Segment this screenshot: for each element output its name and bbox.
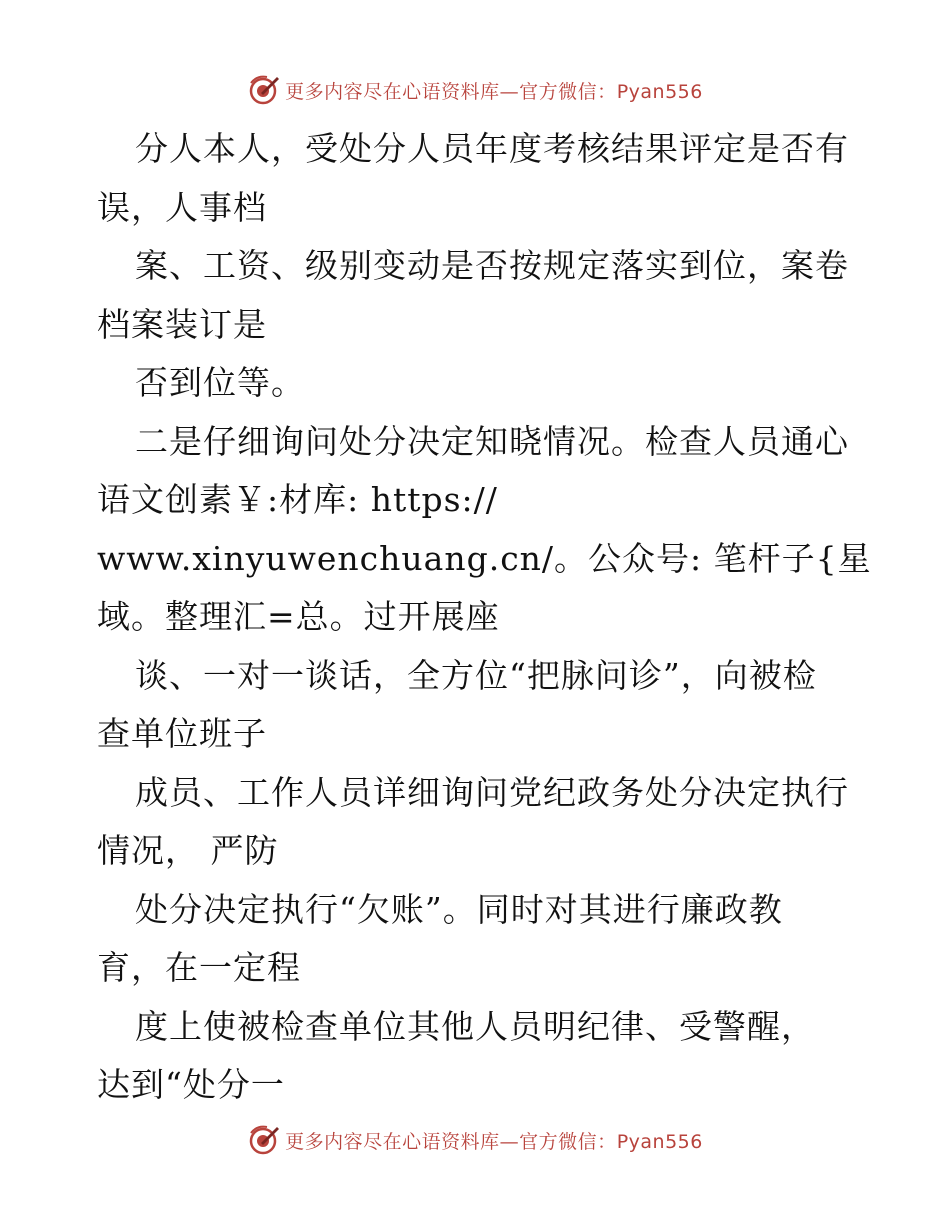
text-line: 谈、一对一谈话，全方位“把脉问诊”，向被检 xyxy=(135,655,817,695)
footer-banner-text xyxy=(285,1127,703,1154)
pen-logo-icon xyxy=(247,1123,281,1157)
text-line: www.xinyuwenchuang.cn/。公众号: 笔杆子{星 xyxy=(97,538,872,578)
pen-logo-icon xyxy=(247,73,281,107)
text-line: 域。整理汇=总。过开展座 xyxy=(97,597,500,636)
text-line: 误，人事档 xyxy=(97,187,267,227)
footer-banner-wechat-label: 官方微信： xyxy=(519,1130,617,1153)
header-banner-text xyxy=(285,77,703,104)
text-line: 达到“处分一 xyxy=(97,1065,285,1104)
header-banner-wechat-label: 官方微信： xyxy=(519,80,617,103)
text-line: 情况， 严防 xyxy=(97,831,279,870)
text-line: 育，在一定程 xyxy=(97,948,301,987)
header-banner-wechat-id: Pyan556 xyxy=(616,80,703,103)
text-line: 语文创素￥:材库: https:// xyxy=(97,480,498,519)
text-line: 度上使被检查单位其他人员明纪律、受警醒， xyxy=(135,1006,815,1046)
header-banner-title: 更多内容尽在心语资料库 xyxy=(285,80,500,103)
text-line: 二是仔细询问处分决定知晓情况。检查人员通心 xyxy=(135,421,849,461)
text-line: 档案装订是 xyxy=(97,304,267,344)
footer-banner xyxy=(0,1120,950,1160)
text-line: 查单位班子 xyxy=(97,714,267,753)
text-line: 成员、工作人员详细询问党纪政务处分决定执行 xyxy=(135,772,849,812)
footer-banner-wechat-id: Pyan556 xyxy=(616,1130,703,1153)
text-line: 否到位等。 xyxy=(135,363,305,402)
footer-banner-title: 更多内容尽在心语资料库 xyxy=(285,1130,500,1153)
header-banner xyxy=(0,70,950,110)
text-line: 案、工资、级别变动是否按规定落实到位，案卷 xyxy=(135,246,849,285)
footer-banner-dash: — xyxy=(499,1130,520,1153)
header-banner-dash: — xyxy=(499,80,520,103)
text-line: 分人本人，受处分人员年度考核结果评定是否有 xyxy=(135,129,849,168)
text-line: 处分决定执行“欠账”。同时对其进行廉政教 xyxy=(135,889,783,929)
document-body xyxy=(97,120,872,1115)
